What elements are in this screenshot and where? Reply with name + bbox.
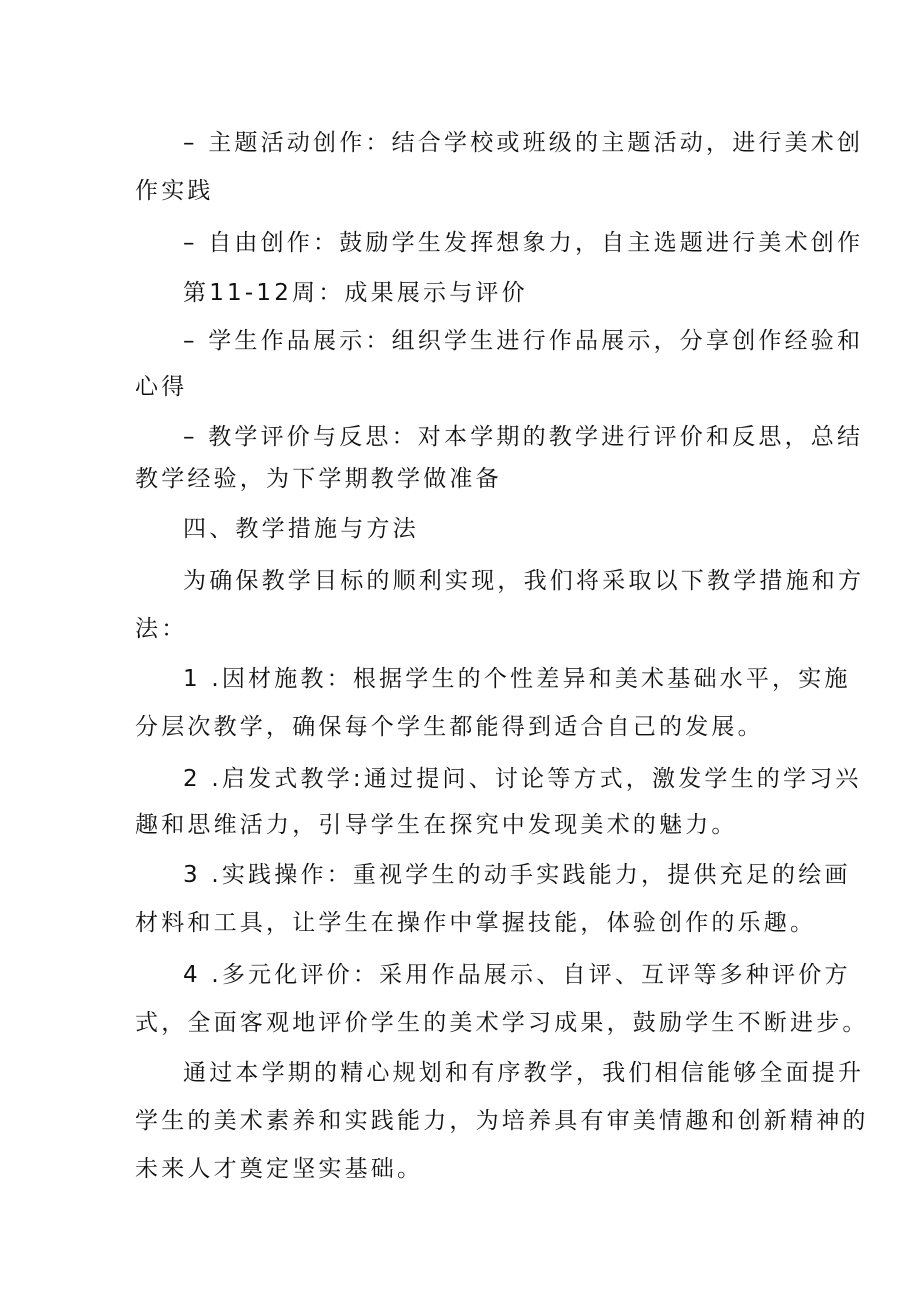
measure-4-cont: 式，全面客观地评价学生的美术学习成果，鼓励学生不断进步。	[135, 1010, 869, 1036]
bullet-evaluation: – 教学评价与反思：对本学期的教学进行评价和反思，总结	[183, 424, 864, 450]
measure-4: 4 .多元化评价：采用作品展示、自评、互评等多种评价方	[183, 962, 851, 988]
section-heading: 四、教学措施与方法	[183, 516, 419, 542]
bullet-theme-creation-cont: 作实践	[135, 178, 214, 204]
bullet-theme-creation: – 主题活动创作：结合学校或班级的主题活动，进行美术创	[183, 130, 864, 156]
intro-paragraph-cont: 法：	[135, 616, 188, 642]
conclusion-paragraph-cont1: 学生的美术素养和实践能力，为培养具有审美情趣和创新精神的	[135, 1108, 869, 1134]
conclusion-paragraph: 通过本学期的精心规划和有序教学，我们相信能够全面提升	[183, 1060, 865, 1086]
measure-3: 3 .实践操作：重视学生的动手实践能力，提供充足的绘画	[183, 862, 851, 888]
measure-3-cont: 材料和工具，让学生在操作中掌握技能，体验创作的乐趣。	[135, 910, 817, 936]
measure-2-cont: 趣和思维活力，引导学生在探究中发现美术的魅力。	[135, 812, 738, 838]
measure-1: 1 .因材施教：根据学生的个性差异和美术基础水平，实施	[183, 666, 851, 692]
conclusion-paragraph-cont2: 未来人才奠定坚实基础。	[135, 1156, 424, 1182]
bullet-work-display: – 学生作品展示：组织学生进行作品展示，分享创作经验和	[183, 328, 864, 354]
bullet-free-creation: – 自由创作：鼓励学生发挥想象力，自主选题进行美术创作	[183, 230, 864, 256]
measure-1-cont: 分层次教学，确保每个学生都能得到适合自己的发展。	[135, 714, 764, 740]
measure-2: 2 .启发式教学:通过提问、讨论等方式，激发学生的学习兴	[183, 766, 862, 792]
intro-paragraph: 为确保教学目标的顺利实现，我们将采取以下教学措施和方	[183, 568, 865, 594]
week-heading: 第11-12周：成果展示与评价	[183, 280, 528, 306]
bullet-work-display-cont: 心得	[135, 374, 188, 400]
bullet-evaluation-cont: 教学经验，为下学期教学做准备	[135, 466, 502, 492]
